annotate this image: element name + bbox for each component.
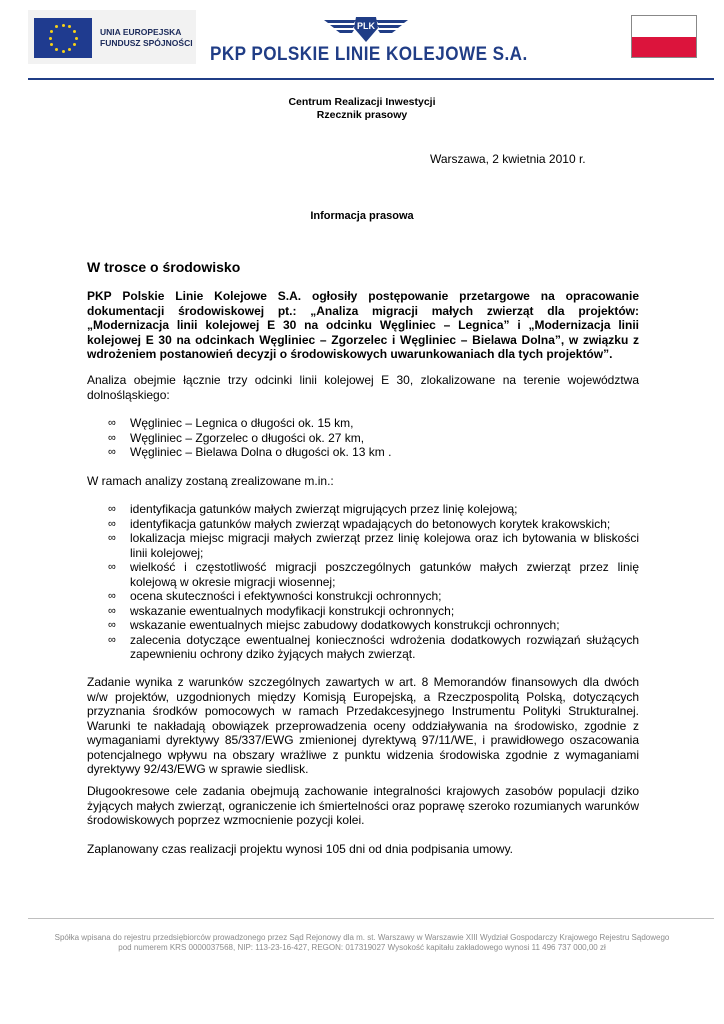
- infinity-bullet-icon: ∞: [108, 561, 116, 573]
- eu-star-icon: [49, 37, 52, 40]
- task-list: [87, 502, 639, 662]
- plk-winged-logo-icon: [320, 14, 412, 44]
- eu-star-icon: [68, 25, 71, 28]
- eu-star-icon: [62, 50, 65, 53]
- infinity-bullet-icon: ∞: [108, 619, 116, 631]
- eu-flag-icon: [34, 18, 92, 58]
- plk-logo-text: PLK: [357, 21, 375, 31]
- footer-line1: Spółka wpisana do rejestru przedsiębiorców prowadzonego przez Sąd Rejonowy dla m. st. Warszawy w Warszawie XIII Wydział Gospodarczy Krajowego Rejestru Sądowego: [54, 933, 670, 942]
- list-item: ∞ identyfikacja gatunków małych zwierząt wpadających do betonowych korytek krakowskich;: [108, 516, 611, 531]
- infinity-bullet-icon: ∞: [108, 503, 116, 515]
- dateline: Warszawa, 2 kwietnia 2010 r.: [430, 152, 586, 166]
- list-item: ∞ lokalizacja miejsc migracji małych zwierząt przez linię kolejowa oraz ich bytowania w bliskości linii kolejowej;: [108, 531, 639, 560]
- eu-label-line2: FUNDUSZ SPÓJNOŚCI: [100, 38, 193, 48]
- list-item: ∞ Węgliniec – Legnica o długości ok. 15 km,: [108, 416, 354, 430]
- infinity-bullet-icon: ∞: [108, 417, 116, 429]
- infinity-bullet-icon: ∞: [108, 604, 116, 617]
- page-title: W trosce o środowisko: [87, 259, 241, 275]
- infinity-bullet-icon: ∞: [108, 590, 116, 602]
- eu-star-icon: [73, 43, 76, 46]
- footer-divider: [28, 918, 714, 919]
- infinity-bullet-icon: ∞: [108, 633, 116, 646]
- infinity-bullet-icon: ∞: [108, 532, 116, 544]
- paragraph-timeline: Zaplanowany czas realizacji projektu wynosi 105 dni od dnia podpisania umowy.: [87, 842, 514, 856]
- eu-star-icon: [73, 30, 76, 33]
- eu-star-icon: [68, 48, 71, 51]
- eu-star-icon: [55, 25, 58, 28]
- eu-star-icon: [55, 48, 58, 51]
- list-item: ∞ zalecenia dotyczące ewentualnej konieczności wdrożenia dodatkowych rozwiązań służących zapewnieniu ochrony dziko żyjących małych zwierząt.: [108, 632, 639, 661]
- list-item: ∞ Węgliniec – Zgorzelec o długości ok. 27 km,: [108, 430, 365, 445]
- list-item: ∞ identyfikacja gatunków małych zwierząt migrujących przez linię kolejową;: [108, 502, 518, 516]
- eu-star-icon: [50, 43, 53, 46]
- issuer-unit: Centrum Realizacji Inwestycji: [288, 96, 436, 108]
- list-item: ∞ wielkość i częstotliwość migracji poszczególnych gatunków małych zwierząt przez linię kolejową w okresie migracji wiosennej;: [108, 560, 639, 589]
- eu-fund-label: [100, 27, 193, 49]
- footer-line2: pod numerem KRS 0000037568, NIP: 113-23-16-427, REGON: 017319027 Wysokość kapitału zakładowego wynosi 11 496 737 000,00 zł: [118, 943, 606, 952]
- list-item: ∞ wskazanie ewentualnych miejsc zabudowy dodatkowych konstrukcji ochronnych;: [108, 618, 560, 632]
- paragraph-goals: Długookresowe cele zadania obejmują zachowanie integralności krajowych zasobów populacji dziko żyjących małych zwierząt, ograniczenie ich śmiertelności oraz poprawę szeroko rozumianych warunków środowiskowych poprzez wzmocnienie pozycji kolei.: [87, 784, 639, 827]
- eu-label-line1: UNIA EUROPEJSKA: [100, 27, 182, 37]
- paragraph-scope: Analiza obejmie łącznie trzy odcinki linii kolejowej E 30, zlokalizowane na terenie województwa dolnośląskiego:: [87, 373, 639, 402]
- list-item: ∞ wskazanie ewentualnych modyfikacji konstrukcji ochronnych;: [108, 603, 455, 618]
- eu-star-icon: [50, 30, 53, 33]
- paragraph-tasks-intro: W ramach analizy zostaną zrealizowane m.in.:: [87, 474, 334, 488]
- infinity-bullet-icon: ∞: [108, 446, 116, 458]
- section-list: [87, 416, 639, 460]
- paragraph-legal-basis: Zadanie wynika z warunków szczególnych zawartych w art. 8 Memorandów finansowych dla dwóch w/w projektów, uzgodnionych między Komisją Europejską, a Rzeczpospolitą Polską, dotyczących przyznania środków pomocowych w ramach Przedakcesyjnego Instrumentu Polityki Strukturalnej. Warunki te nakładają obowiązek przeprowadzenia oceny oddziaływania na środowisko, zgodnie z wymaganiami dyrektywy 85/337/EWG zmienionej dyrektywą 97/11/WE, i prawidłowego oszacowania potencjalnego wpływu na obszary wrażliwe z punktu widzenia środowiska zgodnie z wymaganiami dyrektywy 92/43/EWG w sprawie siedlisk.: [87, 675, 639, 776]
- eu-star-icon: [62, 24, 65, 27]
- document-type: Informacja prasowa: [310, 210, 414, 222]
- footer-legal: [0, 933, 724, 953]
- list-item: ∞ Węgliniec – Bielawa Dolna o długości ok. 13 km .: [108, 445, 392, 459]
- lead-paragraph: PKP Polskie Linie Kolejowe S.A. ogłosiły postępowanie przetargowe na opracowanie dokumentacji środowiskowej pt.: „Analiza migracji małych zwierząt dla projektów: „Modernizacja linii kolejowej E 30 na odcinku Węgliniec – Legnica” i „Modernizacja linii kolejowej E 30 na odcinkach Węgliniec – Zgorzelec i Węgliniec – Bielawa Dolna”, w związku z wdrożeniem postanowień decyzji o środowiskowych uwarunkowaniach dla tych projektów”.: [87, 289, 639, 361]
- header-divider: [28, 78, 714, 80]
- issuer-role: Rzecznik prasowy: [316, 109, 408, 121]
- company-name: PKP POLSKIE LINIE KOLEJOWE S.A.: [210, 44, 528, 65]
- infinity-bullet-icon: ∞: [108, 431, 116, 444]
- infinity-bullet-icon: ∞: [108, 517, 116, 530]
- eu-star-icon: [75, 37, 78, 40]
- list-item: ∞ ocena skuteczności i efektywności konstrukcji ochronnych;: [108, 589, 442, 603]
- poland-flag-icon: [631, 15, 697, 58]
